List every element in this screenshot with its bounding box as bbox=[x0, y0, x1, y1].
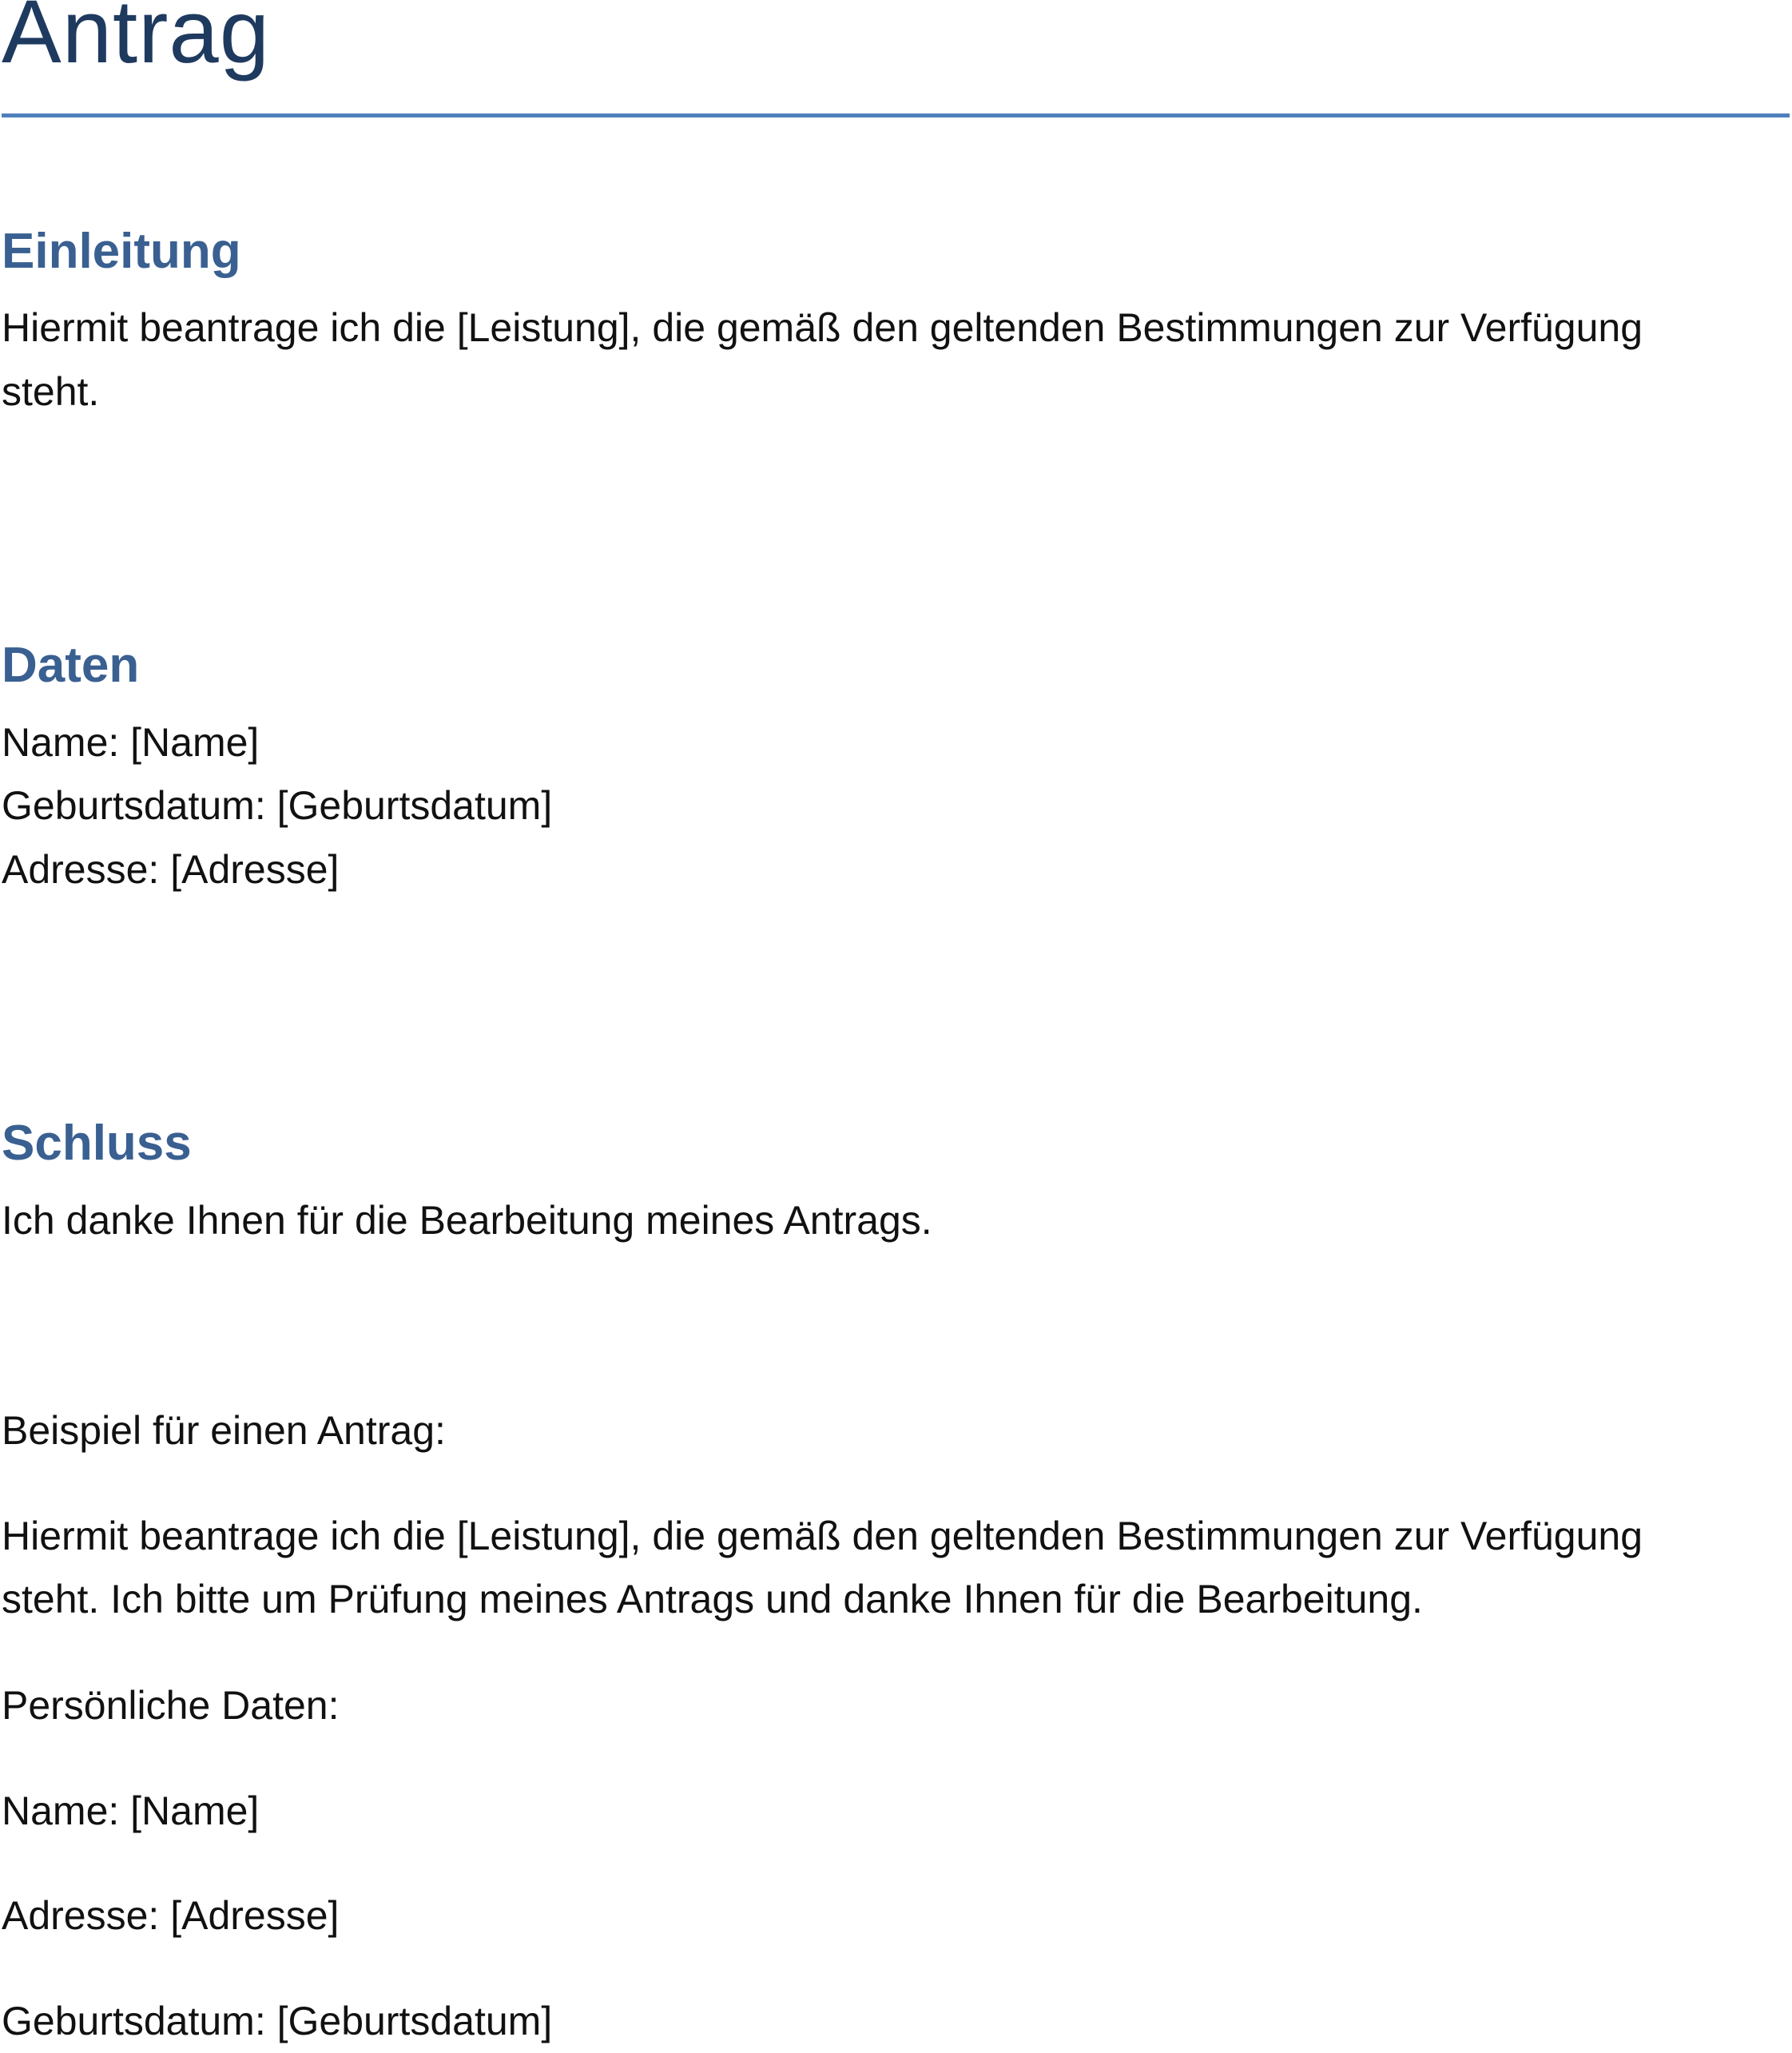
example-intro: Beispiel für einen Antrag: bbox=[2, 1408, 446, 1453]
example-address: Adresse: [Adresse] bbox=[2, 1893, 340, 1938]
example-personal-heading: Persönliche Daten: bbox=[2, 1683, 340, 1728]
daten-geburtsdatum: Geburtsdatum: [Geburtsdatum] bbox=[2, 783, 553, 828]
heading-einleitung: Einleitung bbox=[2, 224, 241, 279]
example-birthdate: Geburtsdatum: [Geburtsdatum] bbox=[2, 1999, 553, 2043]
einleitung-line-2: steht. bbox=[2, 369, 100, 414]
daten-name: Name: [Name] bbox=[2, 720, 260, 765]
heading-daten: Daten bbox=[2, 638, 140, 693]
einleitung-line-1: Hiermit beantrage ich die [Leistung], die gemäß den geltenden Bestimmungen zur Verfügung bbox=[2, 305, 1643, 350]
heading-schluss: Schluss bbox=[2, 1116, 192, 1171]
schluss-line-1: Ich danke Ihnen für die Bearbeitung meines Antrags. bbox=[2, 1198, 932, 1243]
title-underline bbox=[2, 113, 1790, 117]
daten-adresse: Adresse: [Adresse] bbox=[2, 847, 340, 892]
example-body-line-1: Hiermit beantrage ich die [Leistung], die gemäß den geltenden Bestimmungen zur Verfügung bbox=[2, 1514, 1643, 1558]
document-title: Antrag bbox=[2, 0, 270, 82]
example-body-line-2: steht. Ich bitte um Prüfung meines Antrags und danke Ihnen für die Bearbeitung. bbox=[2, 1577, 1423, 1621]
example-name: Name: [Name] bbox=[2, 1788, 260, 1833]
